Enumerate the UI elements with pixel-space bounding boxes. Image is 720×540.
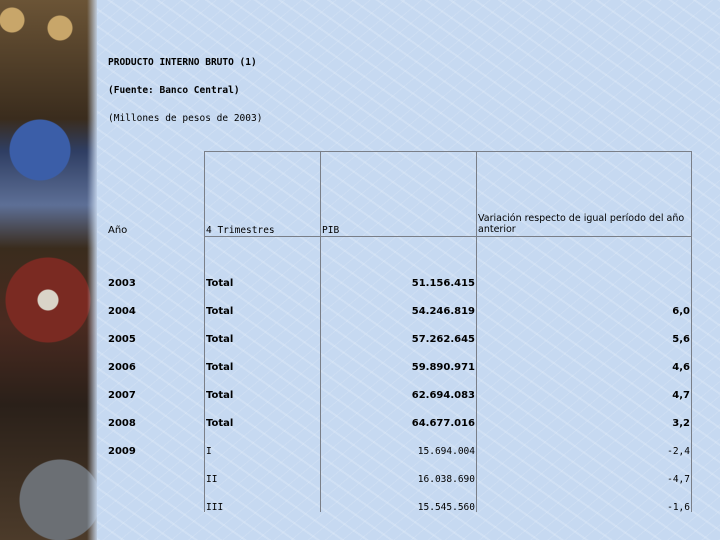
col-divider-2 <box>320 151 321 512</box>
row-variation: 4,7 <box>672 390 690 401</box>
row-variation: -2,4 <box>667 446 690 457</box>
row-variation: -1,6 <box>667 502 690 513</box>
row-gdp: 59.890.971 <box>411 362 475 373</box>
row-gdp: 57.262.645 <box>411 334 475 345</box>
row-quarter: II <box>206 474 218 485</box>
row-variation: 4,6 <box>672 362 690 373</box>
row-quarter: Total <box>206 306 234 317</box>
row-gdp: 64.677.016 <box>411 418 475 429</box>
row-gdp: 16.038.690 <box>417 474 475 485</box>
col-divider-3 <box>476 151 477 512</box>
row-quarter: I <box>206 446 212 457</box>
row-variation: 6,0 <box>672 306 690 317</box>
row-gdp: 15.694.004 <box>417 446 475 457</box>
header-gdp: PIB <box>322 225 340 236</box>
row-quarter: III <box>206 502 224 513</box>
row-year: 2007 <box>108 390 136 401</box>
col-divider-4 <box>691 151 692 512</box>
col-divider-1 <box>204 151 205 512</box>
units-note: (Millones de pesos de 2003) <box>108 113 263 124</box>
row-quarter: Total <box>206 418 234 429</box>
row-variation: 3,2 <box>672 418 690 429</box>
table-top-border <box>204 151 692 152</box>
row-year: 2009 <box>108 446 136 457</box>
row-year: 2003 <box>108 278 136 289</box>
decorative-photo-strip <box>0 0 97 540</box>
slide-background <box>97 0 720 540</box>
header-quarter: 4 Trimestres <box>206 225 275 236</box>
row-variation: -4,7 <box>667 474 690 485</box>
row-variation: 5,6 <box>672 334 690 345</box>
document-title: PRODUCTO INTERNO BRUTO (1) <box>108 57 257 68</box>
header-year: Año <box>108 225 128 236</box>
row-year: 2004 <box>108 306 136 317</box>
row-year: 2006 <box>108 362 136 373</box>
header-variation: Variación respecto de igual período del año anterior <box>478 213 685 235</box>
row-quarter: Total <box>206 334 234 345</box>
row-gdp: 51.156.415 <box>411 278 475 289</box>
row-gdp: 15.545.560 <box>417 502 475 513</box>
row-gdp: 54.246.819 <box>411 306 475 317</box>
row-quarter: Total <box>206 390 234 401</box>
row-quarter: Total <box>206 362 234 373</box>
row-year: 2008 <box>108 418 136 429</box>
row-quarter: Total <box>206 278 234 289</box>
row-gdp: 62.694.083 <box>411 390 475 401</box>
row-year: 2005 <box>108 334 136 345</box>
header-divider <box>204 236 692 237</box>
source-note: (Fuente: Banco Central) <box>108 85 240 96</box>
